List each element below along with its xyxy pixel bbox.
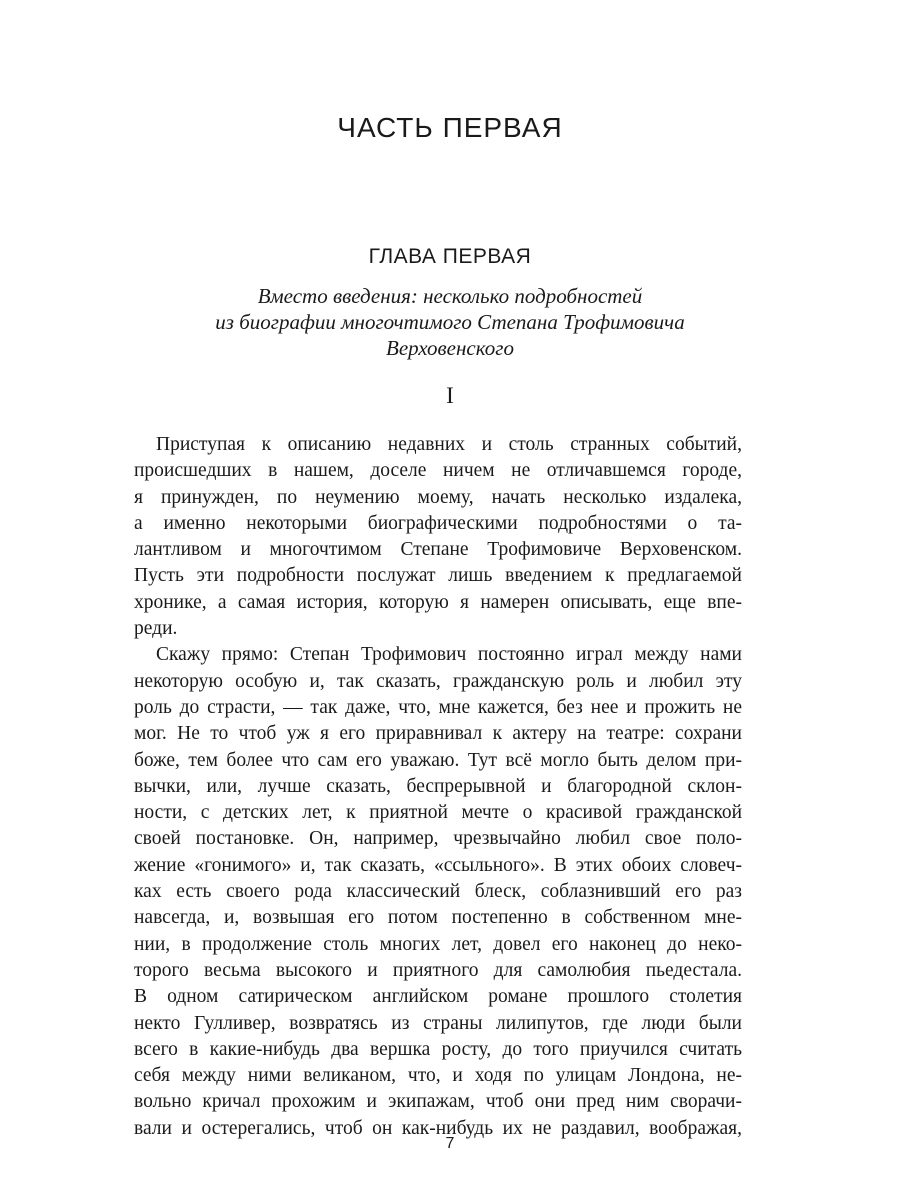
paragraph bbox=[134, 642, 742, 1142]
text-line: торого весьма высокого и приятного для самолюбия пьедестала. bbox=[134, 959, 742, 981]
section-number: I bbox=[446, 383, 454, 408]
text-line: жение «гонимого» и, так сказать, «ссыльного». В этих обоих словеч- bbox=[134, 854, 742, 876]
text-line: нии, в продолжение столь многих лет, довел его наконец до неко- bbox=[134, 933, 742, 955]
text-line: вычки, или, лучше сказать, беспрерывной и благородной склон- bbox=[134, 775, 742, 797]
text-line: а именно некоторыми биографическими подробностями о та- bbox=[134, 512, 742, 534]
text-line: Скажу прямо: Степан Трофимович постоянно играл между нами bbox=[156, 644, 742, 666]
text-line: я принужден, по неумению моему, начать несколько издалека, bbox=[134, 486, 742, 508]
text-line: ности, с детских лет, к приятной мечте о красивой гражданской bbox=[134, 802, 742, 824]
text-line: Пусть эти подробности послужат лишь введением к предлагаемой bbox=[134, 565, 742, 587]
subtitle-line: Вместо введения: несколько подробностей bbox=[257, 284, 643, 308]
text-line: некоторую особую и, так сказать, гражданскую роль и любил эту bbox=[134, 670, 742, 692]
text-line: Приступая к описанию недавних и столь странных событий, bbox=[156, 434, 742, 455]
text-line: вольно кричал прохожим и экипажам, чтоб они пред ним сворачи- bbox=[134, 1091, 742, 1113]
text-line: своей постановке. Он, например, чрезвычайно любил свое поло- bbox=[134, 828, 742, 850]
text-line: хронике, а самая история, которую я намерен описывать, еще впе- bbox=[134, 591, 742, 613]
text-line: боже, тем более что сам его уважаю. Тут всё могло быть делом при- bbox=[134, 749, 742, 771]
text-line: ках есть своего рода классический блеск, соблазнивший его раз bbox=[134, 881, 742, 903]
chapter-subtitle bbox=[0, 283, 900, 361]
subtitle-line: из биографии многочтимого Степана Трофимовича bbox=[215, 310, 685, 334]
paragraph bbox=[134, 432, 742, 642]
text-line: себя между ними великаном, что, и ходя по улицам Лондона, не- bbox=[134, 1065, 742, 1087]
text-line: вали и остерегались, чтоб он как-нибудь их не раздавил, воображая, bbox=[134, 1117, 742, 1139]
text-line: некто Гулливер, возвратясь из страны лилипутов, где люди были bbox=[134, 1012, 742, 1034]
text-line: роль до страсти, — так даже, что, мне кажется, без нее и прожить не bbox=[134, 696, 742, 718]
chapter-title: ГЛАВА ПЕРВАЯ bbox=[368, 245, 532, 268]
text-line: реди. bbox=[134, 618, 178, 640]
text-line: происшедших в нашем, доселе ничем не отличавшемся городе, bbox=[134, 460, 742, 482]
text-line: лантливом и многочтимом Степане Трофимовиче Верховенском. bbox=[134, 539, 742, 561]
body-text bbox=[134, 432, 742, 1142]
subtitle-line: Верховенского bbox=[386, 336, 514, 360]
text-line: навсегда, и, возвышая его потом постепенно в собственном мне- bbox=[134, 907, 742, 929]
text-line: всего в какие-нибудь два вершка росту, до того приучился считать bbox=[134, 1038, 742, 1060]
text-line: мог. Не то чтоб уж я его приравнивал к актеру на театре: сохрани bbox=[134, 723, 742, 745]
page-number: 7 bbox=[445, 1135, 455, 1152]
text-line: В одном сатирическом английском романе прошлого столетия bbox=[134, 986, 742, 1008]
part-title: ЧАСТЬ ПЕРВАЯ bbox=[337, 112, 563, 143]
